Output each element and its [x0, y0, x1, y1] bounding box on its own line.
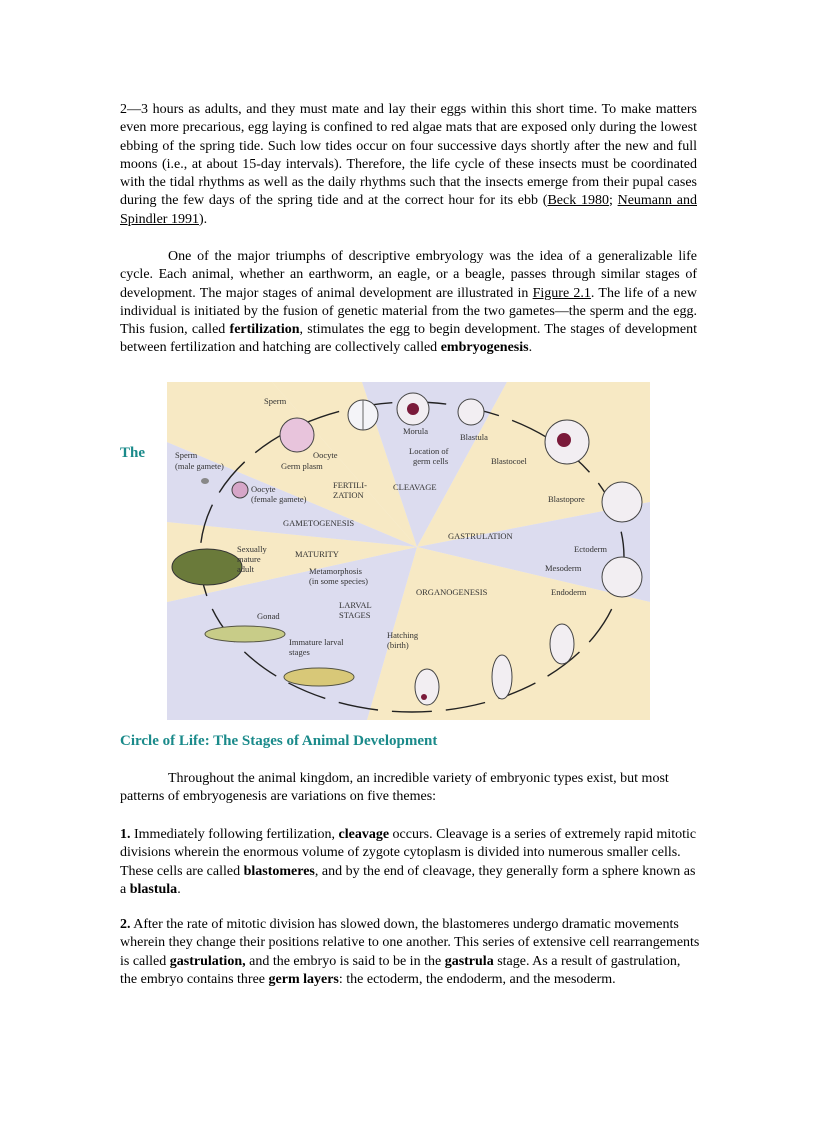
label-germ-cells: germ cells [413, 456, 449, 466]
gastrula-embryo [602, 482, 642, 522]
label-cleavage: CLEAVAGE [393, 482, 437, 492]
term-gastrula: gastrula [444, 953, 494, 969]
label-oocyte: Oocyte [313, 450, 338, 460]
label-immature-larval: Immature larval [289, 637, 344, 647]
label-in-some-species: (in some species) [309, 576, 369, 586]
label-sperm-top: Sperm [264, 396, 287, 406]
label-morula: Morula [403, 426, 429, 436]
female-gamete [232, 482, 248, 498]
male-gamete [201, 478, 209, 484]
oocyte-cell [280, 418, 314, 452]
list-number-2: 2. [120, 917, 131, 932]
term-blastula: blastula [129, 881, 178, 897]
label-mesoderm: Mesoderm [545, 563, 582, 573]
label-adult: adult [237, 564, 254, 574]
figure-2-1-link[interactable]: Figure 2.1 [532, 285, 591, 301]
paragraph-generalizable-life-cycle: One of the major triumphs of descriptive embryology was the idea of a generalizable life cycle. Each animal, whether an earthworm, an eagle, or a beagle, passes through similar stages of development. The major stages of animal development are illustrated in Figure 2.1. The life of a new individual is initiated by the fusion of genetic material from the two gametes—the sperm and the egg. This fusion, called fertilization, stimulates the egg to begin development. The stages of development between fertilization and hatching are collectively called embryogenesis. [120, 249, 698, 356]
organogenesis-embryo [492, 655, 512, 699]
term-embryogenesis: embryogenesis [440, 340, 529, 356]
label-gastrulation: GASTRULATION [448, 531, 513, 541]
label-germ-plasm: Germ plasm [281, 461, 323, 471]
term-fertilization: fertilization [229, 322, 300, 338]
label-male-gamete: (male gamete) [175, 461, 224, 471]
label-blastula: Blastula [460, 432, 488, 442]
label-organogenesis: ORGANOGENESIS [416, 587, 488, 597]
term-germ-layers: germ layers [268, 971, 339, 987]
label-stages: STAGES [339, 610, 371, 620]
tadpole-large [284, 668, 354, 686]
term-cleavage: cleavage [338, 827, 390, 842]
hatching-embryo [415, 669, 439, 705]
paragraph-five-themes: Throughout the animal kingdom, an incredible variety of embryonic types exist, but most patterns of embryogenesis are variations on five themes: [120, 771, 669, 805]
label-fertili: FERTILI- [333, 480, 367, 490]
paragraph-cleavage: 1. Immediately following fertilization, cleavage occurs. Cleavage is a series of extremely rapid mitotic divisions wherein the enormous volume of zygote cytoplasm is divided into numerous smaller cells. These cells are called blastomeres, and by the end of cleavage, they generally form a sphere known as a blastula. [120, 827, 697, 897]
paragraph-gastrulation: 2. After the rate of mitotic division has slowed down, the blastomeres undergo dramatic movements wherein they change their positions relative to one another. This series of extensive cell rearrangements is called gastrulation, and the embryo is said to be in the gastrula stage. As a result of gastrulation, the embryo contains three germ layers: the ectoderm, the endoderm, and the mesoderm. [120, 917, 700, 987]
label-female-gamete: (female gamete) [251, 494, 307, 504]
label-sexually: Sexually [237, 544, 267, 554]
reference-link-beck-1980[interactable]: Beck 1980 [547, 193, 609, 209]
term-gastrulation: gastrulation, [169, 953, 246, 969]
list-number-1: 1. [120, 827, 131, 842]
label-metamorphosis: Metamorphosis [309, 566, 362, 576]
figure-side-label: The [120, 445, 146, 461]
blastula-embryo [458, 399, 484, 425]
label-stages-2: stages [289, 647, 310, 657]
life-cycle-figure [167, 382, 650, 720]
figure-caption: Circle of Life: The Stages of Animal Development [120, 733, 438, 749]
label-birth: (birth) [387, 640, 409, 650]
paragraph-life-cycle-insects: 2—3 hours as adults, and they must mate and lay their eggs within this short time. To make matters even more precarious, egg laying is confined to red algae mats that are exposed only during the lowest ebbing of the spring tide. Such low tides occur on four successive days shortly after the new and full moons (i.e., at about 15-day intervals). Therefore, the life cycle of these insects must be coordinated with the tidal rhythms as well as the daily rhythms such that the insects emerge from their pupal cases during the few days of the spring tide and at the correct hour for its ebb (Beck 1980; Neumann and Spindler 1991). [120, 102, 697, 227]
label-larval: LARVAL [339, 600, 372, 610]
adult-frog [172, 549, 242, 585]
label-blastocoel: Blastocoel [491, 456, 527, 466]
life-cycle-diagram [167, 382, 650, 720]
label-blastopore: Blastopore [548, 494, 585, 504]
reference-link-neumann-spindler-1991[interactable]: Neumann and Spindler 1991 [120, 193, 697, 227]
label-mature: mature [237, 554, 261, 564]
label-location-of: Location of [409, 446, 449, 456]
label-maturity: MATURITY [295, 549, 339, 559]
term-blastomeres: blastomeres [243, 863, 315, 879]
label-zation: ZATION [333, 490, 364, 500]
tadpole-young-frog [205, 626, 285, 642]
label-hatching: Hatching [387, 630, 419, 640]
label-gonad: Gonad [257, 611, 280, 621]
label-endoderm: Endoderm [551, 587, 587, 597]
germ-layers-embryo [602, 557, 642, 597]
neurula-embryo [550, 624, 574, 664]
label-oocyte-female: Oocyte [251, 484, 276, 494]
label-sperm-left: Sperm [175, 450, 198, 460]
label-ectoderm: Ectoderm [574, 544, 608, 554]
label-gametogenesis: GAMETOGENESIS [283, 518, 355, 528]
